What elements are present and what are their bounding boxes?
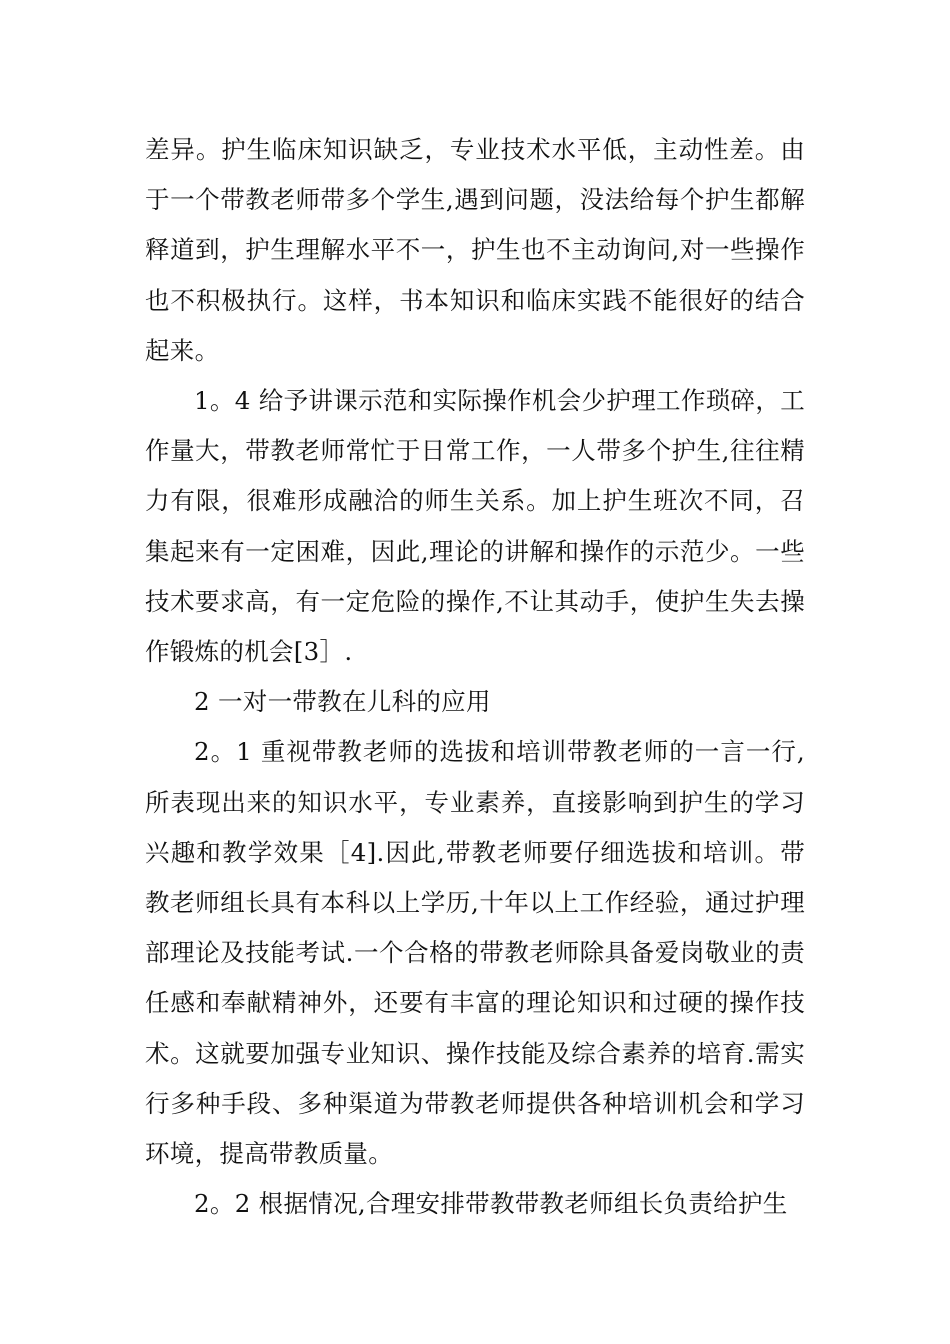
paragraph-section-1-4: 1。4 给予讲课示范和实际操作机会少护理工作琐碎，工作量大，带教老师常忙于日常工作，一人带多个护生,往往精力有限，很难形成融洽的师生关系。加上护生班次不同，召集起来有一定困难，因此,理论的讲解和操作的示范少。一些技术要求高，有一定危险的操作,不让其动手，使护生失去操作锻炼的机会[3］.: [145, 386, 805, 667]
paragraph-continuation: 差异。护生临床知识缺乏，专业技术水平低，主动性差。由于一个带教老师带多个学生,遇到问题，没法给每个护生都解释道到，护生理解水平不一，护生也不主动询问,对一些操作也不积极执行。这样，书本知识和临床实践不能很好的结合起来。: [145, 135, 805, 365]
paragraph-section-2-1: 2。1 重视带教老师的选拔和培训带教老师的一言一行,所表现出来的知识水平，专业素养，直接影响到护生的学习兴趣和教学效果［4].因此,带教老师要仔细选拔和培训。带教老师组长具有本科以上学历,十年以上工作经验，通过护理部理论及技能考试.一个合格的带教老师除具备爱岗敬业的责任感和奉献精神外，还要有丰富的理论知识和过硬的操作技术。这就要加强专业知识、操作技能及综合素养的培育.需实行多种手段、多种渠道为带教老师提供各种培训机会和学习环境，提高带教质量。: [145, 737, 805, 1169]
section-heading-2: 2 一对一带教在儿科的应用: [194, 687, 491, 717]
document-body: [145, 125, 805, 1229]
paragraph-section-2-2: 2。2 根据情况,合理安排带教带教老师组长负责给护生: [194, 1189, 788, 1219]
